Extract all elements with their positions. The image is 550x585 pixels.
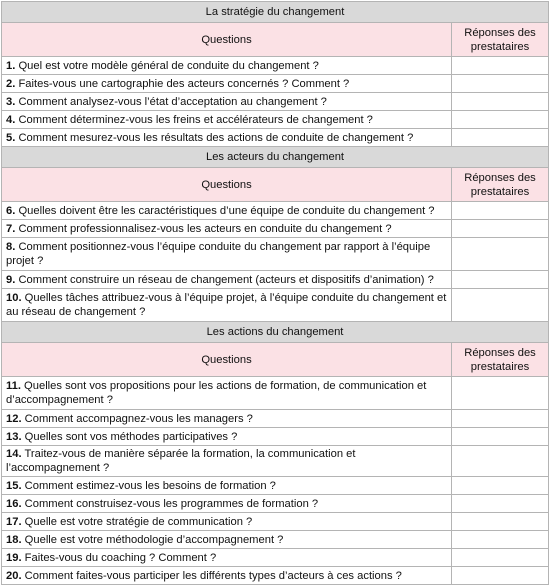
question-number: 7. xyxy=(6,222,16,235)
question-number: 14. xyxy=(6,448,22,460)
question-cell xyxy=(2,477,452,495)
question-cell xyxy=(2,495,452,513)
question-text: Quelles tâches attribuez-vous à l’équipe projet, à l’équipe conduite du changement et au réseau de changement ? xyxy=(6,292,447,318)
question-row xyxy=(2,238,549,271)
question-number: 16. xyxy=(6,497,22,510)
response-cell[interactable] xyxy=(452,549,549,567)
question-number: 13. xyxy=(6,430,22,443)
question-row xyxy=(2,111,549,129)
question-number: 5. xyxy=(6,131,16,144)
question-number: 12. xyxy=(6,412,22,425)
question-cell xyxy=(2,202,452,220)
question-cell xyxy=(2,238,452,271)
questionnaire-sheet xyxy=(1,1,548,585)
question-text: Comment accompagnez-vous les managers ? xyxy=(21,412,253,425)
response-cell[interactable] xyxy=(452,202,549,220)
question-number: 9. xyxy=(6,273,16,286)
response-cell[interactable] xyxy=(452,57,549,75)
response-cell[interactable] xyxy=(452,238,549,271)
response-cell[interactable] xyxy=(452,289,549,322)
question-number: 15. xyxy=(6,479,22,492)
question-text: Comment estimez-vous les besoins de formation ? xyxy=(21,479,276,492)
question-text: Comment construisez-vous les programmes de formation ? xyxy=(21,497,319,510)
question-number: 8. xyxy=(6,241,16,253)
question-row xyxy=(2,410,549,428)
response-cell[interactable] xyxy=(452,220,549,238)
question-text: Comment positionnez-vous l’équipe conduite du changement par rapport à l’équipe projet ? xyxy=(6,241,431,267)
question-row xyxy=(2,75,549,93)
question-row xyxy=(2,289,549,322)
question-text: Faites-vous du coaching ? Comment ? xyxy=(21,551,217,564)
response-cell[interactable] xyxy=(452,129,549,147)
response-cell[interactable] xyxy=(452,495,549,513)
questions-column-header: Questions xyxy=(2,23,452,57)
section-title: Les acteurs du changement xyxy=(2,147,549,168)
column-header-row xyxy=(2,23,549,57)
questionnaire-table xyxy=(1,1,549,585)
question-number: 2. xyxy=(6,77,16,90)
section-title: La stratégie du changement xyxy=(2,2,549,23)
question-text: Comment déterminez-vous les freins et accélérateurs de changement ? xyxy=(15,113,373,126)
question-number: 10. xyxy=(6,292,22,304)
responses-column-header: Réponses des prestataires xyxy=(452,23,549,57)
question-cell xyxy=(2,220,452,238)
question-cell xyxy=(2,111,452,129)
question-row xyxy=(2,549,549,567)
question-text: Comment faites-vous participer les différents types d’acteurs à ces actions ? xyxy=(21,569,402,582)
question-number: 20. xyxy=(6,569,22,582)
question-number: 1. xyxy=(6,59,16,72)
response-cell[interactable] xyxy=(452,428,549,446)
question-number: 18. xyxy=(6,533,22,546)
question-cell xyxy=(2,513,452,531)
responses-column-header: Réponses des prestataires xyxy=(452,343,549,377)
question-cell xyxy=(2,271,452,289)
question-number: 11. xyxy=(6,380,21,392)
question-cell xyxy=(2,75,452,93)
question-cell xyxy=(2,549,452,567)
question-text: Comment construire un réseau de changement (acteurs et dispositifs d’animation) ? xyxy=(15,273,434,286)
section-header-actions xyxy=(2,322,549,343)
section-header-strategie xyxy=(2,2,549,23)
question-row xyxy=(2,495,549,513)
response-cell[interactable] xyxy=(452,93,549,111)
responses-column-header: Réponses des prestataires xyxy=(452,168,549,202)
response-cell[interactable] xyxy=(452,477,549,495)
response-cell[interactable] xyxy=(452,377,549,410)
question-number: 19. xyxy=(6,551,22,564)
question-number: 6. xyxy=(6,204,16,217)
questions-column-header: Questions xyxy=(2,168,452,202)
response-cell[interactable] xyxy=(452,75,549,93)
question-text: Quelle est votre méthodologie d’accompagnement ? xyxy=(21,533,284,546)
question-cell xyxy=(2,57,452,75)
column-header-row xyxy=(2,343,549,377)
question-row xyxy=(2,567,549,585)
question-cell xyxy=(2,377,452,410)
question-text: Quelles sont vos méthodes participatives ? xyxy=(21,430,238,443)
question-cell xyxy=(2,428,452,446)
section-header-acteurs xyxy=(2,147,549,168)
question-number: 17. xyxy=(6,515,22,528)
question-row xyxy=(2,93,549,111)
question-row xyxy=(2,513,549,531)
question-row xyxy=(2,428,549,446)
question-row xyxy=(2,271,549,289)
column-header-row xyxy=(2,168,549,202)
response-cell[interactable] xyxy=(452,410,549,428)
response-cell[interactable] xyxy=(452,446,549,477)
question-row xyxy=(2,446,549,477)
question-cell xyxy=(2,289,452,322)
question-text: Quelles sont vos propositions pour les actions de formation, de communication et d’accompagnement ? xyxy=(6,380,427,406)
section-title: Les actions du changement xyxy=(2,322,549,343)
question-cell xyxy=(2,567,452,585)
question-row xyxy=(2,477,549,495)
question-row xyxy=(2,377,549,410)
question-text: Faites-vous une cartographie des acteurs concernés ? Comment ? xyxy=(15,77,350,90)
question-cell xyxy=(2,410,452,428)
question-text: Comment analysez-vous l’état d’acceptation au changement ? xyxy=(15,95,327,108)
question-text: Quelle est votre stratégie de communication ? xyxy=(21,515,253,528)
response-cell[interactable] xyxy=(452,271,549,289)
question-cell xyxy=(2,93,452,111)
response-cell[interactable] xyxy=(452,567,549,585)
response-cell[interactable] xyxy=(452,111,549,129)
question-cell xyxy=(2,531,452,549)
question-row xyxy=(2,57,549,75)
question-row xyxy=(2,220,549,238)
question-cell xyxy=(2,129,452,147)
question-cell xyxy=(2,446,452,477)
question-row xyxy=(2,531,549,549)
response-cell[interactable] xyxy=(452,513,549,531)
question-number: 3. xyxy=(6,95,16,108)
question-text: Comment professionnalisez-vous les acteurs en conduite du changement ? xyxy=(15,222,392,235)
question-text: Comment mesurez-vous les résultats des actions de conduite de changement ? xyxy=(15,131,414,144)
question-text: Traitez-vous de manière séparée la formation, la communication et l’accompagnement ? xyxy=(6,448,356,474)
question-row xyxy=(2,202,549,220)
questions-column-header: Questions xyxy=(2,343,452,377)
response-cell[interactable] xyxy=(452,531,549,549)
question-number: 4. xyxy=(6,113,16,126)
question-text: Quelles doivent être les caractéristiques d’une équipe de conduite du changement ? xyxy=(15,204,435,217)
question-row xyxy=(2,129,549,147)
question-text: Quel est votre modèle général de conduite du changement ? xyxy=(15,59,319,72)
